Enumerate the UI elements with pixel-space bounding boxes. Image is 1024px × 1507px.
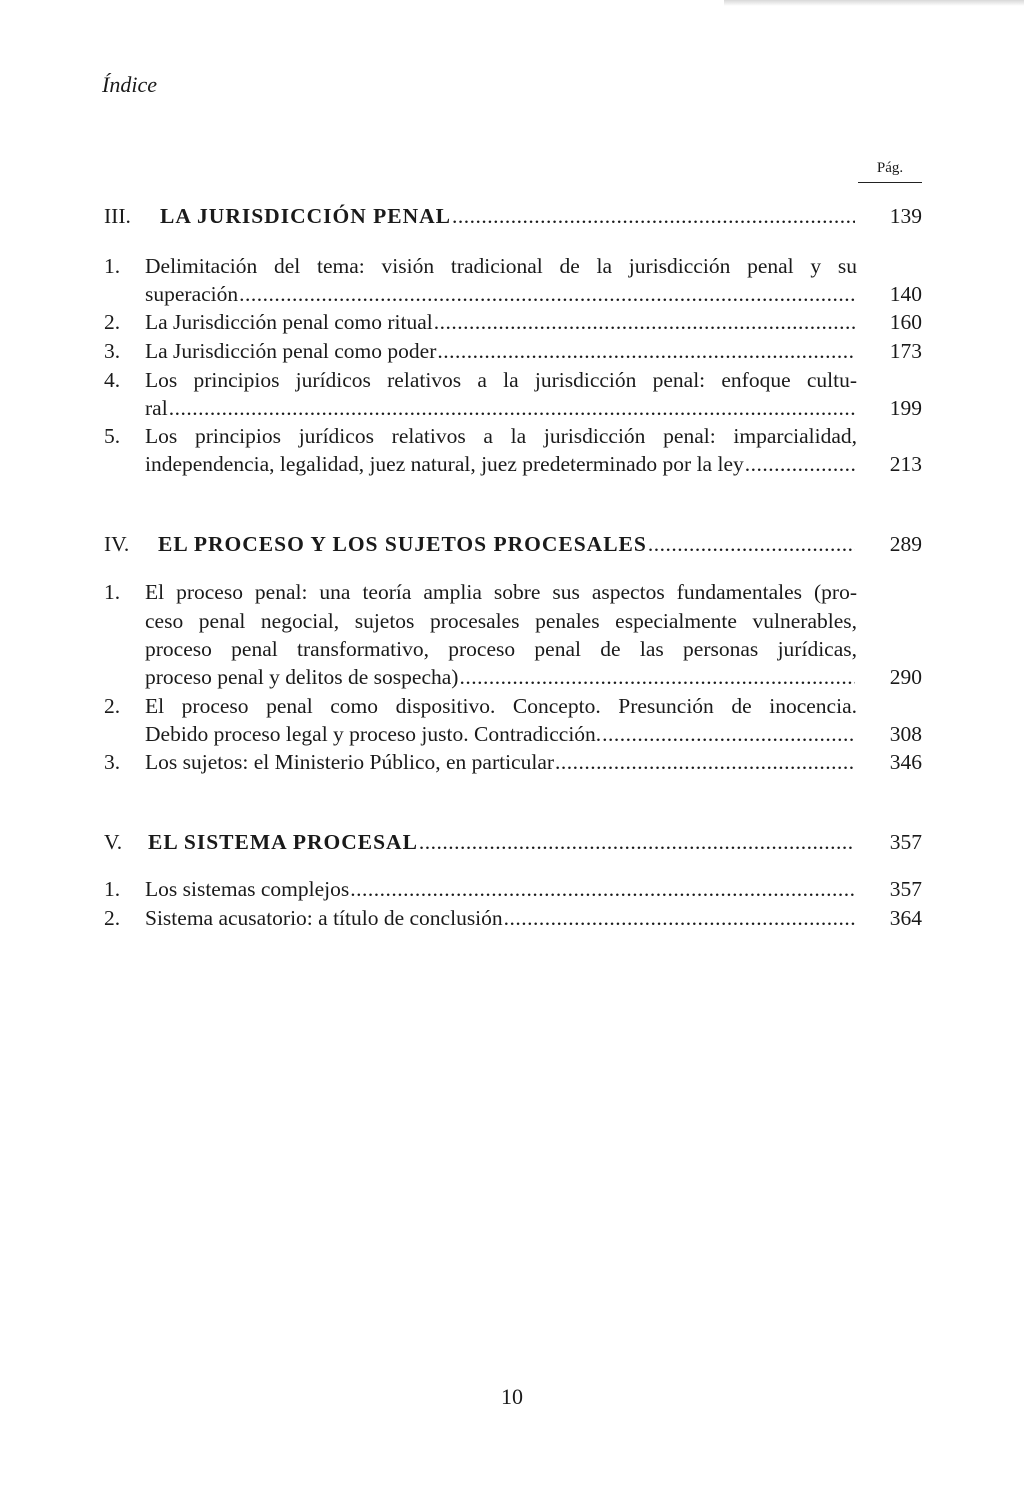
entry-number: 1. bbox=[104, 580, 121, 604]
section-page: 289 bbox=[889, 532, 922, 556]
toc-entry-continuation[interactable] bbox=[0, 450, 1024, 478]
page-number: 10 bbox=[501, 1384, 523, 1409]
entry-page: 357 bbox=[889, 877, 922, 901]
toc-entry[interactable] bbox=[0, 252, 1024, 280]
dot-leader bbox=[419, 828, 855, 856]
entry-text-line: Los principios jurídicos relativos a la jurisdicción penal: imparcialidad, bbox=[145, 424, 857, 448]
toc-section-heading[interactable] bbox=[0, 202, 1024, 230]
toc-entry-continuation[interactable] bbox=[0, 280, 1024, 308]
dot-leader bbox=[437, 337, 855, 365]
entry-text-line: Delimitación del tema: visión tradicional de la jurisdicción penal y su bbox=[145, 254, 857, 278]
entry-number: 5. bbox=[104, 424, 121, 448]
entry-page: 160 bbox=[889, 310, 922, 334]
toc-entry-continuation[interactable] bbox=[0, 635, 1024, 663]
entry-page: 140 bbox=[889, 282, 922, 306]
section-page: 139 bbox=[889, 204, 922, 228]
toc-entry[interactable] bbox=[0, 422, 1024, 450]
entry-page: 346 bbox=[889, 750, 922, 774]
dot-leader bbox=[434, 308, 855, 336]
toc-entry-continuation[interactable] bbox=[0, 720, 1024, 748]
entry-text-line: El proceso penal como dispositivo. Concepto. Presunción de inocencia. bbox=[145, 694, 857, 718]
toc-entry-continuation[interactable] bbox=[0, 663, 1024, 691]
page-column-header: Pág. bbox=[858, 160, 922, 183]
entry-number: 2. bbox=[104, 694, 121, 718]
entry-number: 2. bbox=[104, 906, 121, 930]
entry-text-line: La Jurisdicción penal como poder bbox=[145, 339, 437, 363]
entry-text-line: superación bbox=[145, 282, 239, 306]
entry-number: 4. bbox=[104, 368, 121, 392]
entry-text-line: El proceso penal: una teoría amplia sobre sus aspectos fundamentales (pro- bbox=[145, 580, 857, 604]
dot-leader bbox=[239, 280, 855, 308]
toc-entry[interactable] bbox=[0, 875, 1024, 903]
entry-text-line: Los sistemas complejos bbox=[145, 877, 350, 901]
section-title: EL PROCESO Y LOS SUJETOS PROCESALES bbox=[158, 532, 647, 556]
entry-page: 173 bbox=[889, 339, 922, 363]
entry-number: 2. bbox=[104, 310, 121, 334]
section-title: EL SISTEMA PROCESAL bbox=[148, 830, 418, 854]
entry-number: 1. bbox=[104, 877, 121, 901]
section-number: III. bbox=[104, 204, 131, 228]
page-edge-shadow bbox=[724, 0, 1024, 6]
entry-number: 1. bbox=[104, 254, 121, 278]
section-title: LA JURISDICCIÓN PENAL bbox=[160, 204, 451, 228]
section-number: IV. bbox=[104, 532, 130, 556]
dot-leader bbox=[169, 394, 855, 422]
toc-section-heading[interactable] bbox=[0, 530, 1024, 558]
entry-page: 199 bbox=[889, 396, 922, 420]
entry-text-line: Los principios jurídicos relativos a la jurisdicción penal: enfoque cultu- bbox=[145, 368, 857, 392]
section-number: V. bbox=[104, 830, 123, 854]
entry-page: 364 bbox=[889, 906, 922, 930]
dot-leader bbox=[745, 450, 855, 478]
dot-leader bbox=[459, 663, 855, 691]
toc-entry[interactable] bbox=[0, 578, 1024, 606]
entry-text-line: La Jurisdicción penal como ritual bbox=[145, 310, 433, 334]
entry-page: 290 bbox=[889, 665, 922, 689]
entry-text-line: proceso penal transformativo, proceso penal de las personas jurídicas, bbox=[145, 637, 857, 661]
entry-page: 213 bbox=[889, 452, 922, 476]
toc-entry[interactable] bbox=[0, 748, 1024, 776]
section-page: 357 bbox=[889, 830, 922, 854]
running-head: Índice bbox=[102, 72, 157, 97]
entry-text-line: Los sujetos: el Ministerio Público, en particular bbox=[145, 750, 555, 774]
entry-text-line: Sistema acusatorio: a título de conclusión bbox=[145, 906, 503, 930]
toc-entry[interactable] bbox=[0, 692, 1024, 720]
dot-leader bbox=[452, 202, 855, 230]
dot-leader bbox=[648, 530, 855, 558]
entry-number: 3. bbox=[104, 339, 121, 363]
toc-entry[interactable] bbox=[0, 366, 1024, 394]
entry-text-line: ral bbox=[145, 396, 168, 420]
toc-entry[interactable] bbox=[0, 308, 1024, 336]
entry-number: 3. bbox=[104, 750, 121, 774]
entry-page: 308 bbox=[889, 722, 922, 746]
dot-leader bbox=[504, 904, 855, 932]
dot-leader bbox=[350, 875, 855, 903]
toc-entry[interactable] bbox=[0, 337, 1024, 365]
toc-entry-continuation[interactable] bbox=[0, 607, 1024, 635]
dot-leader bbox=[602, 720, 855, 748]
entry-text-line: ceso penal negocial, sujetos procesales penales especialmente vulnerables, bbox=[145, 609, 857, 633]
entry-text-line: proceso penal y delitos de sospecha) bbox=[145, 665, 459, 689]
toc-section-heading[interactable] bbox=[0, 828, 1024, 856]
dot-leader bbox=[555, 748, 855, 776]
entry-text-line: Debido proceso legal y proceso justo. Contradicción. bbox=[145, 722, 602, 746]
toc-entry-continuation[interactable] bbox=[0, 394, 1024, 422]
toc-entry[interactable] bbox=[0, 904, 1024, 932]
entry-text-line: independencia, legalidad, juez natural, juez predeterminado por la ley bbox=[145, 452, 744, 476]
